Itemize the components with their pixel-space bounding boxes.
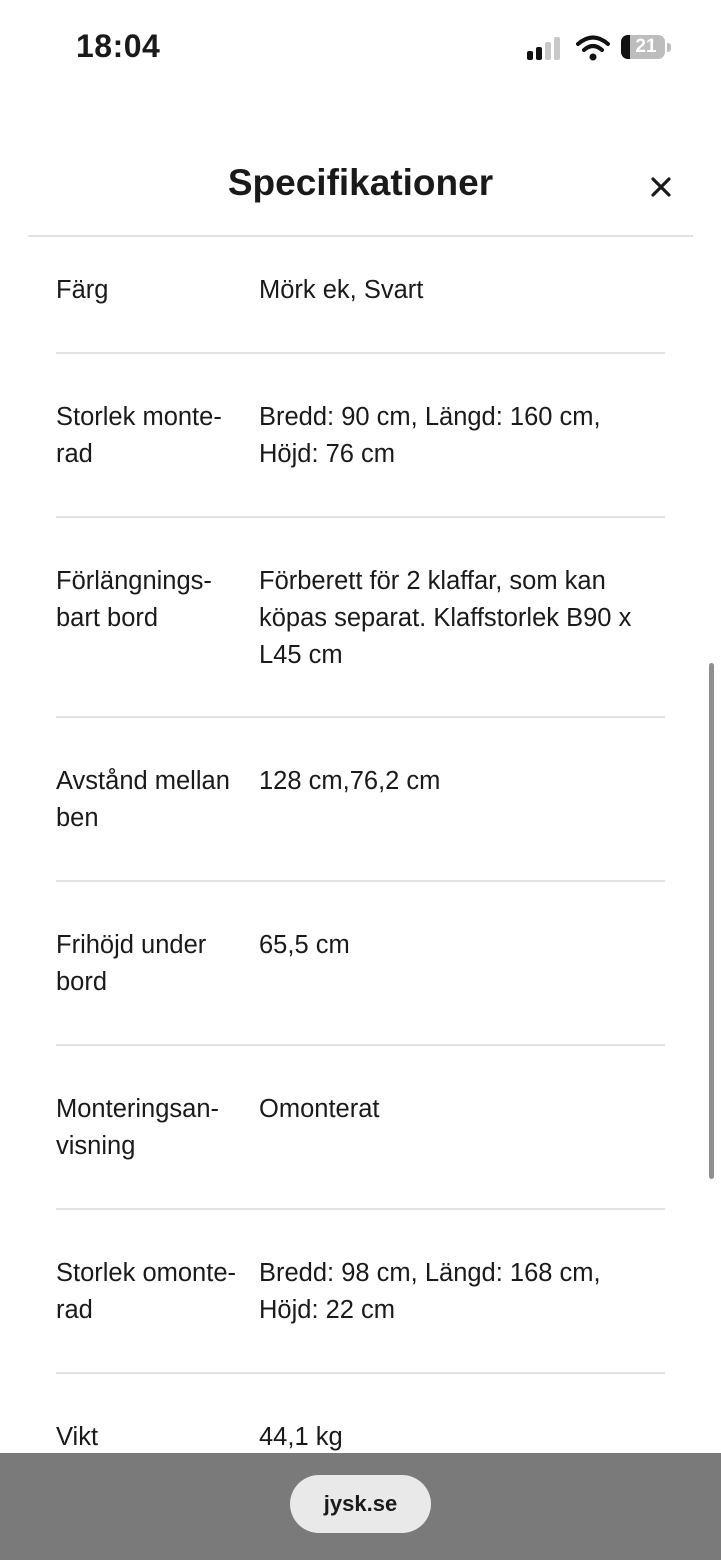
signal-icon xyxy=(527,36,563,60)
status-bar xyxy=(0,0,721,95)
spec-value: Omonterat xyxy=(259,1095,380,1123)
spec-value: Bredd: 90 cm, Längd: 160 cm, Höjd: 76 cm xyxy=(259,403,601,468)
spec-row-assembly xyxy=(56,1046,665,1210)
spec-label: Storlek monte-rad xyxy=(56,403,222,468)
spec-label: Monteringsan-visning xyxy=(56,1095,219,1160)
spec-row-assembled-size xyxy=(56,354,665,518)
spec-row-unassembled-size xyxy=(56,1210,665,1374)
battery-level: 21 xyxy=(635,36,657,57)
close-icon xyxy=(651,177,671,197)
spec-label: Storlek omonte-rad xyxy=(56,1259,236,1324)
spec-list xyxy=(56,237,665,1454)
spec-label: Avstånd mellan ben xyxy=(56,767,230,832)
spec-row-extendable xyxy=(56,518,665,718)
spec-label: Förlängnings-bart bord xyxy=(56,567,212,632)
spec-label: Färg xyxy=(56,276,109,304)
page-title: Specifikationer xyxy=(227,162,494,203)
spec-label: Vikt xyxy=(56,1423,99,1451)
spec-value: 65,5 cm xyxy=(259,931,350,959)
spec-row-clearance xyxy=(56,882,665,1046)
spec-value: 128 cm,76,2 cm xyxy=(259,767,441,795)
browser-bottom-bar xyxy=(0,1453,721,1560)
spec-label: Frihöjd under bord xyxy=(56,931,207,996)
url-bar[interactable]: jysk.se xyxy=(290,1475,431,1533)
battery-icon xyxy=(621,35,673,60)
spec-value: 44,1 kg xyxy=(259,1423,343,1451)
scrollbar[interactable] xyxy=(709,663,714,1179)
status-time: 18:04 xyxy=(76,28,161,64)
spec-value: Förberett för 2 klaffar, som kan köpas separat. Klaffstorlek B90 x L45 cm xyxy=(259,567,632,669)
spec-value: Bredd: 98 cm, Längd: 168 cm, Höjd: 22 cm xyxy=(259,1259,601,1324)
spec-row-color xyxy=(56,237,665,354)
spec-value: Mörk ek, Svart xyxy=(259,276,424,304)
spec-row-weight xyxy=(56,1374,665,1454)
wifi-icon xyxy=(576,34,610,62)
spec-row-leg-distance xyxy=(56,718,665,882)
close-button[interactable] xyxy=(644,170,678,204)
